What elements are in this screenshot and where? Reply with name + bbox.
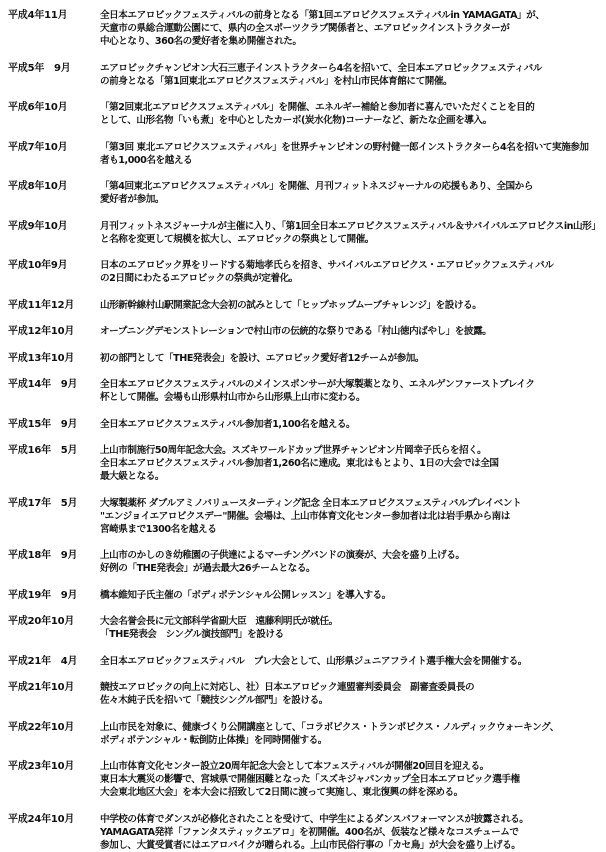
timeline-entry bbox=[0, 180, 606, 206]
entry-text bbox=[100, 180, 596, 206]
entry-text bbox=[100, 141, 596, 167]
entry-date: 平成14年 9月 bbox=[8, 379, 78, 390]
entry-line: 佐々木純子氏を招いて「競技シングル部門」を設ける。 bbox=[100, 695, 328, 706]
timeline-entry bbox=[0, 589, 606, 602]
timeline-entry bbox=[0, 101, 606, 127]
entry-text bbox=[100, 497, 596, 536]
entry-text bbox=[100, 760, 596, 799]
timeline-entry bbox=[0, 141, 606, 167]
entry-line: 上山市のかしのき幼稚園の子供達によるマーチングバンドの演奏が、大会を盛り上げる。 bbox=[100, 550, 465, 561]
entry-date: 平成6年10月 bbox=[8, 102, 68, 113]
entry-date: 平成5年 9月 bbox=[8, 62, 71, 74]
entry-line: 大塚製薬杯 ダブルアミノバリュースターティング記念 全日本エアロビクスフェスティバルプレイベント bbox=[100, 497, 522, 509]
entry-line: 大会名誉会長に元文部科学省副大臣 遠藤利明氏が就任。 bbox=[100, 616, 338, 627]
entry-text bbox=[100, 220, 596, 246]
entry-text bbox=[100, 101, 596, 127]
entry-line: 中心となり、360名の愛好者を集め開催された。 bbox=[100, 36, 302, 47]
entry-line: 大会東北地区大会」を本大会に招致して2日間に渡って実施し、東北復興の絆を深める。 bbox=[100, 787, 463, 798]
entry-line: 上山市民を対象に、健康づくり公開講座として、「コラボピクス・トランポピクス・ノルディックウォーキング、 bbox=[100, 721, 559, 733]
entry-line: 天童市の県総合運動公園にて、県内の全スポーツクラブ関係者と、エアロビックインストラクターが bbox=[100, 23, 510, 34]
entry-line: 「THE発表会 シングル演技部門」を設ける bbox=[100, 629, 284, 640]
entry-date: 平成19年 9月 bbox=[8, 589, 78, 601]
entry-date: 平成17年 5月 bbox=[8, 497, 78, 509]
entry-line: 橋本維知子氏主催の「ボディポテンシャル公開レッスン」を導入する。 bbox=[100, 589, 391, 601]
entry-line: 参加し、大賞受賞者にはエアロバイクが贈られる。上山市民俗行事の「カセ鳥」が大会を盛り上げる。 bbox=[100, 839, 521, 851]
entry-line: 上山市体育文化センター設立20周年記念大会として本フェスティバルが開催20回目を迎える。 bbox=[100, 761, 489, 772]
entry-line: 愛好者が参加。 bbox=[100, 194, 165, 205]
entry-line: 日本のエアロビック界をリードする菊地孝氏らを招き、サバイバルエアロビクス・エアロビックフェスティバル bbox=[100, 260, 554, 271]
timeline-entry bbox=[0, 681, 606, 707]
entry-line: 月刊フィットネスジャーナルが主催に入り、「第1回全日本エアロビクスフェスティバル＆サバイバルエアロビクスin山形」と名称を変更して規模を拡大し、エアロビックの祭典として開催。 bbox=[100, 220, 596, 245]
timeline-entry bbox=[0, 721, 606, 747]
entry-date: 平成15年 9月 bbox=[8, 418, 78, 430]
entry-line: 上山市制施行50周年記念大会。スズキワールドカップ世界チャンピオン片岡幸子氏らを招く。 bbox=[100, 445, 487, 456]
entry-text bbox=[100, 444, 596, 483]
timeline-entry bbox=[0, 813, 606, 852]
entry-text bbox=[100, 681, 596, 707]
entry-date: 平成16年 5月 bbox=[8, 445, 78, 456]
entry-date: 平成13年10月 bbox=[8, 352, 75, 364]
timeline-entry bbox=[0, 62, 606, 88]
entry-text bbox=[100, 352, 596, 365]
timeline-entry bbox=[0, 259, 606, 285]
entry-line: 「第4回東北エアロビクスフェスティバル」を開催、月刊フィットネスジャーナルの応援もあり、全国から bbox=[100, 181, 533, 192]
entry-line: ボディポテンシャル・転倒防止体操」を同時開催する。 bbox=[100, 734, 327, 746]
entry-text bbox=[100, 615, 596, 641]
timeline-entry bbox=[0, 378, 606, 404]
entry-line: 最大級となる。 bbox=[100, 471, 165, 482]
entry-line: 全日本エアロビクスフェスティバル参加者1,100名を越える。 bbox=[100, 418, 356, 430]
entry-text bbox=[100, 299, 596, 312]
entry-line: 全日本エアロビクスフェスティバルのメインスポンサーが大塚製薬となり、エネルゲンファーストブレイク bbox=[100, 379, 535, 390]
entry-line: 山形新幹線村山駅開業記念大会初の試みとして「ヒップホップムーブチャレンジ」を設ける。 bbox=[100, 299, 482, 311]
entry-line: 全日本エアロビックフェスティバル プレ大会として、山形県ジュニアフライト選手権大会を開催する。 bbox=[100, 655, 527, 667]
entry-date: 平成23年10月 bbox=[8, 761, 75, 772]
entry-date: 平成12年10月 bbox=[8, 326, 75, 337]
entry-line: 好例の「THE発表会」が過去最大26チームとなる。 bbox=[100, 563, 316, 574]
timeline-entry bbox=[0, 325, 606, 338]
timeline-entry bbox=[0, 299, 606, 312]
entry-line: 初の部門として「THE発表会」を設け、エアロビック愛好者12チームが参加。 bbox=[100, 352, 425, 364]
timeline-entry bbox=[0, 655, 606, 668]
timeline-entry bbox=[0, 418, 606, 431]
entry-line: 「第2回東北エアロビクスフェスティバル」を開催、エネルギー補給と参加者に喜んでいただくことを目的 bbox=[100, 102, 535, 113]
entry-line: 東日本大震災の影響で、宮城県で開催困難となった「スズキジャパンカップ全日本エアロビック選手権 bbox=[100, 774, 520, 785]
entry-text bbox=[100, 378, 596, 404]
entry-date: 平成11年12月 bbox=[8, 299, 75, 311]
entry-date: 平成18年 9月 bbox=[8, 550, 78, 561]
entry-date: 平成10年9月 bbox=[8, 260, 68, 271]
timeline-entry bbox=[0, 9, 606, 48]
entry-date: 平成21年10月 bbox=[8, 682, 75, 693]
timeline-entry bbox=[0, 220, 606, 246]
entry-line: 競技エアロビックの向上に対応し、社）日本エアロビック連盟審判委員会 副審査委員長の bbox=[100, 682, 475, 693]
entry-text bbox=[100, 259, 596, 285]
entry-text bbox=[100, 655, 596, 668]
entry-date: 平成7年10月 bbox=[8, 141, 68, 153]
entry-text bbox=[100, 721, 596, 747]
entry-line: エアロビックチャンピオン大石三恵子インストラクターら4名を招いて、全日本エアロビックフェスティバル bbox=[100, 62, 542, 74]
entry-date: 平成21年 4月 bbox=[8, 655, 78, 667]
entry-line: 全日本エアロビックフェスティバルの前身となる「第1回エアロビクスフェスティバルin YAMAGATA」が、 bbox=[100, 10, 545, 21]
entry-text bbox=[100, 325, 596, 338]
timeline-entry bbox=[0, 444, 606, 483]
entry-line: オープニングデモンストレーションで村山市の伝統的な祭りである「村山徳内ばやし」を披露。 bbox=[100, 326, 492, 337]
entry-text bbox=[100, 62, 596, 88]
entry-text bbox=[100, 813, 596, 852]
entry-text bbox=[100, 549, 596, 575]
timeline-entry bbox=[0, 615, 606, 641]
entry-line: の前身となる「第1回東北エアロビクスフェスティバル」を村山市民体育館にて開催。 bbox=[100, 75, 453, 87]
entry-line: YAMAGATA発祥「ファンタスティックエアロ」を初開催。400名が、仮装など様々なコスチュームで bbox=[100, 826, 519, 838]
entry-line: 杯として開催。会場も山形県村山市から山形県上山市に変わる。 bbox=[100, 392, 366, 403]
entry-line: の2日間にわたるエアロビックの祭典が定着化。 bbox=[100, 273, 298, 284]
timeline-entry bbox=[0, 760, 606, 799]
entry-line: "エンジョイエアロビクスデー"開催。会場は、上山市体育文化センター参加者は北は岩手県から南は bbox=[100, 510, 510, 522]
entry-line: 「第3回 東北エアロビクスフェスティバル」を世界チャンピオンの野村健一郎インストラクターら4名を招いて実施参加者も1,000名を越える bbox=[100, 141, 589, 166]
entry-date: 平成20年10月 bbox=[8, 616, 75, 627]
entry-line: 宮崎県まで1300名を越える bbox=[100, 523, 217, 535]
entry-date: 平成4年11月 bbox=[8, 10, 68, 21]
entry-text bbox=[100, 418, 596, 431]
entry-line: として、山形名物「いも煮」を中心としたカーボ(炭水化物)コーナーなど、新たな企画を導入。 bbox=[100, 115, 492, 126]
entry-date: 平成8年10月 bbox=[8, 181, 68, 192]
entry-line: 中学校の体育でダンスが必修化されたことを受けて、中学生によるダンスパフォーマンスが披露される。 bbox=[100, 813, 529, 825]
entry-date: 平成9年10月 bbox=[8, 220, 68, 232]
entry-text bbox=[100, 9, 596, 48]
timeline-entry bbox=[0, 497, 606, 536]
entry-date: 平成24年10月 bbox=[8, 813, 75, 825]
timeline-entry bbox=[0, 549, 606, 575]
entry-text bbox=[100, 589, 596, 602]
entry-date: 平成22年10月 bbox=[8, 721, 75, 733]
entry-line: 全日本エアロビクスフェスティバル参加者1,260名に達成。東北はもとより、1日の大会では全国 bbox=[100, 458, 499, 469]
timeline-entry bbox=[0, 352, 606, 365]
